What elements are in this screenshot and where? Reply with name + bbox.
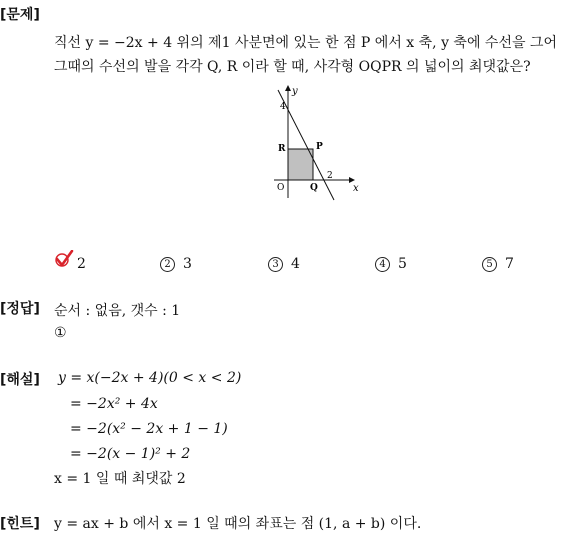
answer-choice: ① [54,325,67,341]
y-axis-label: y [292,86,298,97]
shaded-rectangle-oqpr [288,149,313,180]
solution-line-3: = −2(x² − 2x + 1 − 1) [70,421,228,437]
choice-3-number: 3 [268,257,283,272]
solution-conclusion: x = 1 일 때 최댓값 2 [54,471,186,487]
problem-label: [문제] [0,7,40,23]
y-intercept-label: 4 [280,102,286,112]
choice-2-number: 2 [160,257,175,272]
choice-5[interactable] [482,256,514,272]
choice-5-number: 5 [482,257,497,272]
solution-line-1: y = x(−2x + 4)(0 < x < 2) [58,370,242,386]
choice-2-value: 3 [183,256,192,272]
choice-4-value: 5 [398,256,407,272]
choice-1[interactable] [77,256,86,272]
point-p-label: P [316,142,323,152]
hint-label: [힌트] [0,516,40,532]
problem-text-line-1: 직선 y = −2x + 4 위의 제1 사분면에 있는 한 점 P 에서 x 축, y 축에 수선을 그어 [54,35,557,51]
x-axis-label: x [353,183,359,194]
point-q-label: Q [310,183,318,193]
line-y-minus-2x-plus-4 [278,90,334,200]
point-r-label: R [278,144,286,154]
graph-figure [268,80,368,205]
choice-3[interactable] [268,256,300,272]
solution-line-2: = −2x² + 4x [70,396,158,412]
hint-text: y = ax + b 에서 x = 1 일 때의 좌표는 점 (1, a + b) 이다. [54,516,422,532]
problem-text-line-2: 그때의 수선의 발을 각각 Q, R 이라 할 때, 사각형 OQPR 의 넓이의 최댓값은? [54,59,531,75]
x-intercept-label: 2 [327,171,333,181]
choice-1-value: 2 [77,256,86,272]
answer-order-count: 순서 : 없음, 갯수 : 1 [54,303,181,319]
choice-4-number: 4 [375,257,390,272]
solution-line-4: = −2(x − 1)² + 2 [70,446,191,462]
choice-3-value: 4 [291,256,300,272]
choice-5-value: 7 [505,256,514,272]
choice-4[interactable] [375,256,407,272]
check-mark-icon [54,250,74,268]
origin-label: O [277,183,285,193]
solution-label: [해설] [0,372,40,388]
answer-label: [정답] [0,301,40,317]
choice-2[interactable] [160,256,192,272]
